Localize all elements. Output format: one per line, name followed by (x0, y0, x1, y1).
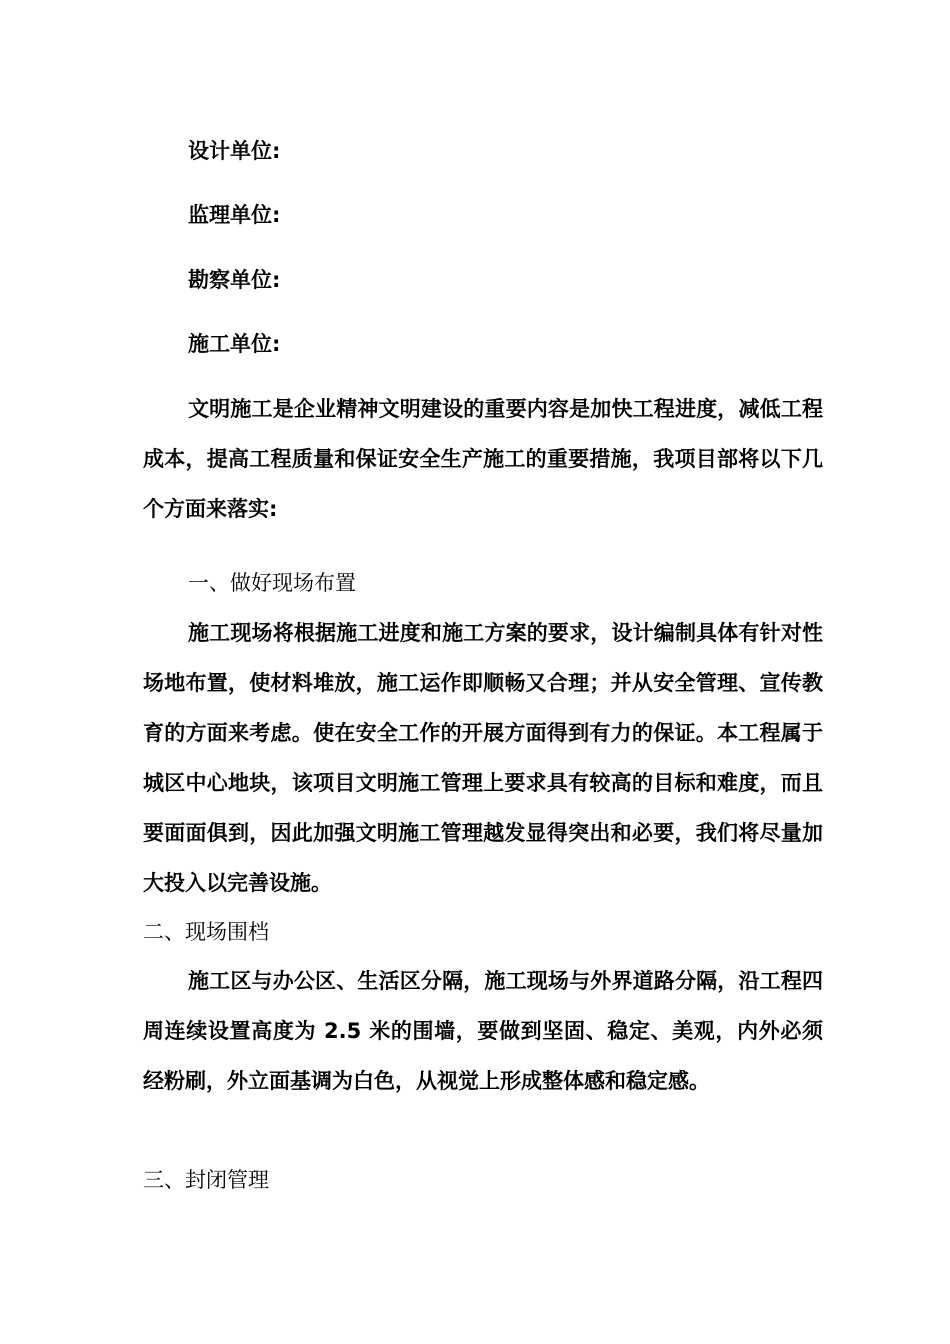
construction-unit-label: 施工单位: (188, 332, 281, 356)
section-body-1: 施工现场将根据施工进度和施工方案的要求，设计编制具体有针对性场地布置，使材料堆放，施工运作即顺畅又合理；并从安全管理、宣传教育的方面来考虑。使在安全工作的开展方面得到有力的保证。本工程属于城区中心地块，该项目文明施工管理上要求具有较高的目标和难度，而且要面面俱到，因此加强文明施工管理越发显得突出和必要，我们将尽量加大投入以完善设施。 (143, 621, 823, 895)
supervision-unit-label: 监理单位: (188, 203, 281, 227)
section-heading-3: 三、封闭管理 (143, 1168, 269, 1192)
design-unit-label: 设计单位: (188, 139, 281, 163)
intro-paragraph: 文明施工是企业精神文明建设的重要内容是加快工程进度，减低工程成本，提高工程质量和保证安全生产施工的重要措施，我项目部将以下几个方面来落实: (143, 397, 823, 521)
section-body-2: 施工区与办公区、生活区分隔，施工现场与外界道路分隔，沿工程四周连续设置高度为 2.5 米的围墙，要做到坚固、稳定、美观，内外必须经粉刷，外立面基调为白色，从视觉上形成整体感和稳定感。 (143, 969, 823, 1093)
section-heading-2: 二、现场围档 (143, 920, 269, 944)
survey-unit-label: 勘察单位: (188, 268, 281, 292)
section-heading-1: 一、做好现场布置 (188, 571, 356, 595)
